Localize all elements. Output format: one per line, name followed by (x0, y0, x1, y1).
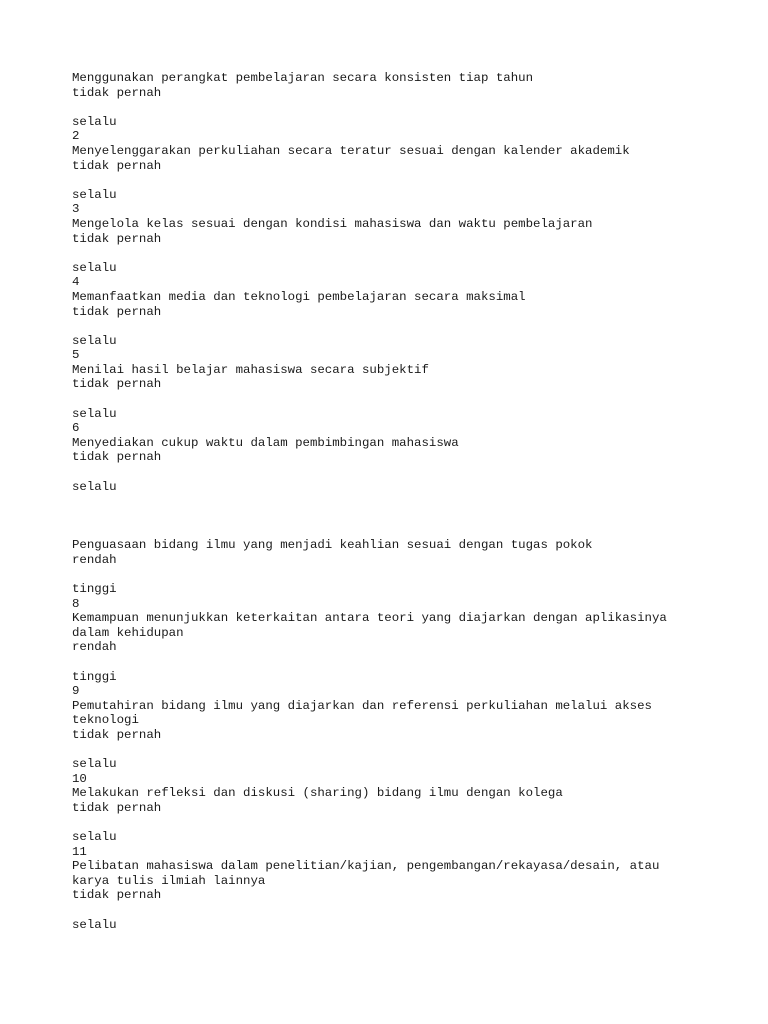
scale-low-label: tidak pernah (72, 304, 162, 319)
scale-high-label: tinggi (72, 669, 117, 684)
scale-high-label: selalu (72, 114, 117, 129)
item-number: 9 (72, 684, 80, 699)
scale-high-label: selalu (72, 917, 117, 932)
scale-high-label: selalu (72, 757, 117, 772)
item-number: 11 (72, 844, 87, 859)
scale-high-label: selalu (72, 333, 117, 348)
scale-low-label: rendah (72, 640, 117, 655)
scale-gap (72, 246, 692, 261)
item-statement: Memanfaatkan media dan teknologi pembelajaran secara maksimal (72, 289, 526, 304)
scale-low-label: tidak pernah (72, 231, 162, 246)
scale-low-label: tidak pernah (72, 158, 162, 173)
scale-gap (72, 465, 692, 480)
scale-high-label: selalu (72, 479, 117, 494)
item-number: 5 (72, 348, 80, 363)
item-statement-line2: karya tulis ilmiah lainnya (72, 873, 266, 888)
scale-high-label: selalu (72, 187, 117, 202)
item-statement: Menggunakan perangkat pembelajaran secara konsisten tiap tahun (72, 71, 534, 85)
scale-high-label: selalu (72, 260, 117, 275)
item-statement: Menyediakan cukup waktu dalam pembimbingan mahasiswa (72, 435, 459, 450)
item-number: 4 (72, 275, 80, 290)
scale-gap (72, 903, 692, 918)
questionnaire-page (72, 71, 692, 932)
scale-gap (72, 743, 692, 758)
item-number: 10 (72, 771, 87, 786)
scale-gap (72, 655, 692, 670)
item-number: 3 (72, 202, 80, 217)
scale-gap (72, 173, 692, 188)
scale-gap (72, 567, 692, 582)
scale-gap (72, 100, 692, 115)
scale-high-label: tinggi (72, 582, 117, 596)
item-statement: Menyelenggarakan perkuliahan secara teratur sesuai dengan kalender akademik (72, 143, 630, 158)
scale-low-label: rendah (72, 552, 117, 567)
item-statement-line1: Kemampuan menunjukkan keterkaitan antara teori yang diajarkan dengan aplikasinya (72, 611, 667, 626)
item-statement-line2: dalam kehidupan (72, 625, 184, 640)
item-number: 6 (72, 421, 80, 436)
scale-low-label: tidak pernah (72, 727, 162, 742)
item-statement: Mengelola kelas sesuai dengan kondisi mahasiswa dan waktu pembelajaran (72, 216, 593, 231)
item-statement-line1: Pelibatan mahasiswa dalam penelitian/kajian, pengembangan/rekayasa/desain, atau (72, 859, 660, 874)
scale-low-label: tidak pernah (72, 888, 162, 903)
scale-gap (72, 816, 692, 831)
scale-low-label: tidak pernah (72, 450, 162, 465)
section-gap (72, 494, 692, 538)
item-number: 8 (72, 596, 80, 611)
scale-low-label: tidak pernah (72, 85, 162, 100)
item-statement: Melakukan refleksi dan diskusi (sharing) bidang ilmu dengan kolega (72, 786, 563, 801)
item-statement-line2: teknologi (72, 713, 139, 728)
scale-gap (72, 319, 692, 334)
scale-gap (72, 392, 692, 407)
scale-low-label: tidak pernah (72, 377, 162, 392)
item-statement-line1: Pemutahiran bidang ilmu yang diajarkan dan referensi perkuliahan melalui akses (72, 698, 652, 713)
item-statement: Penguasaan bidang ilmu yang menjadi keahlian sesuai dengan tugas pokok (72, 538, 593, 553)
item-number: 2 (72, 129, 80, 144)
scale-low-label: tidak pernah (72, 800, 162, 815)
item-statement: Menilai hasil belajar mahasiswa secara subjektif (72, 362, 429, 377)
scale-high-label: selalu (72, 406, 117, 421)
scale-high-label: selalu (72, 830, 117, 845)
